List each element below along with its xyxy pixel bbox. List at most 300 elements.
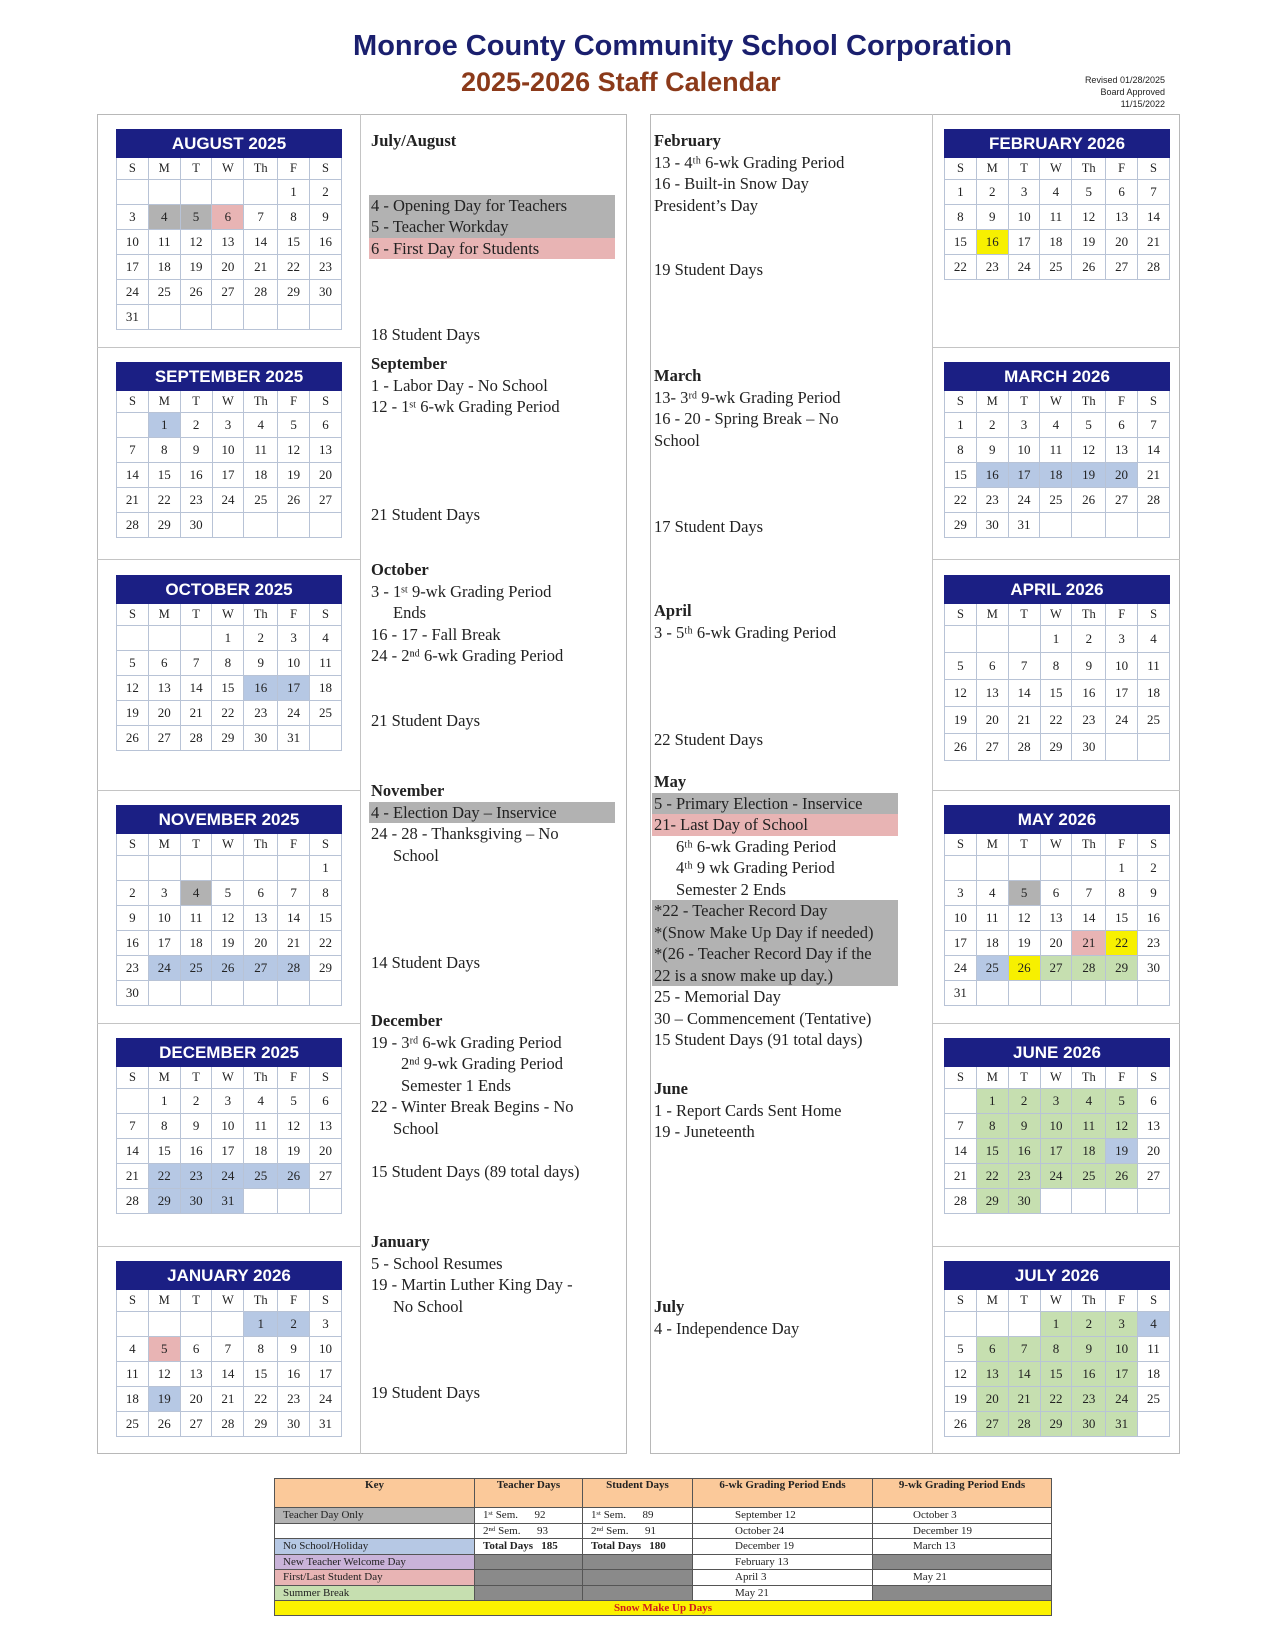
school-title: Monroe County Community School Corporation [353,30,1012,62]
note-line: 12 - 1ˢᵗ 6-wk Grading Period [371,397,560,416]
day-cell: 7 [117,438,149,463]
approved-date: 11/15/2022 [1120,99,1165,109]
note-line: Semester 1 Ends [401,1075,511,1095]
month-name: NOVEMBER 2025 [117,806,342,834]
weekday-label: M [976,834,1008,856]
weekday-label: S [310,391,342,413]
weekday-label: T [180,604,212,626]
day-cell: 29 [310,956,342,981]
day-cell: 16 [976,463,1008,488]
day-cell: 9 [117,906,149,931]
key-value [583,1585,693,1601]
day-cell: 28 [180,726,212,751]
weekday-label: S [1138,1067,1170,1089]
day-cell: 15 [148,463,180,488]
key-row [275,1554,1052,1570]
day-cell: 25 [1040,255,1072,280]
month-name: DECEMBER 2025 [117,1039,342,1067]
weekday-label: S [309,604,341,626]
day-cell: 16 [1138,906,1170,931]
day-cell: 1 [148,413,180,438]
day-cell: 16 [244,676,278,701]
weekday-label: S [117,158,149,180]
note-line: 19 - Martin Luther King Day - [371,1275,573,1294]
day-cell: 15 [976,1139,1008,1164]
day-cell: 12 [278,1114,310,1139]
key-value: December 19 [693,1539,873,1555]
day-cell: 3 [945,881,977,906]
day-cell: 22 [1040,707,1072,734]
day-cell: 21 [945,1164,977,1189]
weekday-label: W [212,604,244,626]
day-cell: 20 [244,931,278,956]
day-cell: 29 [976,1189,1008,1214]
day-cell: 14 [1072,906,1106,931]
note-line: 4 - Election Day – Inservice [369,802,615,824]
day-cell: 20 [976,707,1008,734]
month-heading: January [371,1232,430,1251]
key-value [583,1570,693,1586]
day-cell: 5 [1106,1089,1138,1114]
day-cell: 17 [212,463,244,488]
day-cell: 11 [309,651,341,676]
day-cell: 28 [117,1189,149,1214]
day-cell: 1 [244,1312,278,1337]
weekday-label: S [117,1067,149,1089]
month-name: JANUARY 2026 [117,1262,342,1290]
day-cell: 8 [976,1114,1008,1139]
note-line: *(Snow Make Up Day if needed) [652,922,898,944]
month-name: OCTOBER 2025 [117,576,342,604]
weekday-label: W [1040,604,1072,626]
note-line: 18 Student Days [371,324,481,344]
day-cell: 25 [976,956,1008,981]
day-cell: 6 [310,413,342,438]
weekday-label: Th [1072,834,1106,856]
day-cell: 26 [1106,1164,1138,1189]
day-cell: 28 [945,1189,977,1214]
notes-left_notes-5 [369,1231,615,1403]
note-line: School [393,845,439,865]
day-cell: 19 [278,463,310,488]
day-cell: 8 [148,438,180,463]
day-cell: 8 [945,205,977,230]
day-cell: 23 [244,701,278,726]
day-cell: 3 [212,413,244,438]
notes-left_notes-4 [369,1010,615,1182]
note-line: 2ⁿᵈ 9-wk Grading Period [401,1054,564,1073]
day-cell: 14 [117,463,149,488]
weekday-label: S [310,1290,342,1312]
weekday-label: Th [1072,158,1106,180]
day-cell: 14 [180,676,212,701]
day-cell: 20 [212,255,244,280]
day-cell: 14 [1008,1362,1040,1387]
day-cell: 28 [1137,488,1169,513]
month-cell-border [932,348,1180,560]
day-cell: 7 [117,1114,149,1139]
note-line [369,152,615,174]
key-label: Summer Break [275,1585,475,1601]
day-cell: 6 [1106,180,1138,205]
note-line: *22 - Teacher Record Day [652,900,898,922]
day-cell: 12 [1072,205,1106,230]
note-line: 22 is a snow make up day.) [652,965,898,987]
month-cell-border [932,1024,1180,1247]
day-cell: 3 [310,1312,342,1337]
day-cell: 7 [1008,1337,1040,1362]
day-cell: 24 [278,701,310,726]
day-cell: 22 [945,255,977,280]
day-cell: 10 [1040,1114,1072,1139]
day-cell: 6 [976,653,1008,680]
day-cell: 17 [212,1139,244,1164]
note-line: 19 Student Days [371,1382,481,1402]
day-cell: 14 [117,1139,149,1164]
day-cell: 11 [244,1114,278,1139]
month-name: MARCH 2026 [945,363,1170,391]
day-cell: 21 [1008,1387,1040,1412]
day-cell: 13 [1106,205,1138,230]
day-cell: 13 [244,906,278,931]
day-cell: 11 [1040,438,1072,463]
day-cell: 22 [148,488,180,513]
day-cell: 4 [309,626,341,651]
note-line [652,238,898,260]
day-cell: 9 [244,651,278,676]
day-cell: 24 [1008,488,1040,513]
note-line [652,665,898,687]
day-cell: 17 [310,1362,342,1387]
day-cell: 18 [148,255,180,280]
weekday-label: S [945,1067,977,1089]
note-line [369,866,615,888]
day-cell: 25 [244,1164,278,1189]
day-cell: 9 [1072,1337,1106,1362]
day-cell: 31 [212,1189,244,1214]
weekday-label: W [1040,158,1072,180]
day-cell: 16 [1072,680,1106,707]
note-line [369,909,615,931]
note-line [652,494,898,516]
day-cell: 3 [1106,626,1138,653]
day-cell: 30 [1072,1412,1106,1437]
key-value: October 24 [693,1523,873,1539]
note-line [369,1339,615,1361]
weekday-label: Th [244,391,278,413]
day-cell: 23 [117,956,149,981]
weekday-label: M [976,158,1008,180]
key-value: October 3 [873,1508,1052,1524]
note-line: 21- Last Day of School [652,814,898,836]
key-label: New Teacher Welcome Day [275,1554,475,1570]
day-cell: 8 [945,438,977,463]
weekday-label: S [1137,391,1169,413]
note-line [369,259,615,281]
weekday-label: M [976,604,1008,626]
weekday-label: F [278,391,310,413]
day-cell: 7 [244,205,278,230]
day-cell: 26 [278,1164,310,1189]
day-cell: 25 [244,488,278,513]
day-cell: 24 [1040,1164,1072,1189]
notes-left_notes-0 [369,130,615,345]
month-name: SEPTEMBER 2025 [117,363,342,391]
day-cell: 5 [212,881,244,906]
note-line: 4ᵗʰ 9 wk Grading Period [676,858,835,877]
teacher-days-header: Teacher Days [475,1479,583,1508]
key-value: April 3 [693,1570,873,1586]
day-cell: 3 [117,205,149,230]
weekday-label: W [1040,834,1072,856]
day-cell: 8 [310,881,342,906]
weekday-label: T [180,834,212,856]
day-cell: 24 [1106,707,1138,734]
day-cell: 30 [244,726,278,751]
calendar-title: 2025-2026 Staff Calendar [461,67,781,97]
day-cell: 9 [976,205,1008,230]
key-value [475,1570,583,1586]
day-cell: 30 [1138,956,1170,981]
day-cell: 10 [310,1337,342,1362]
day-cell: 20 [1040,931,1072,956]
day-cell: 22 [244,1387,278,1412]
day-cell: 8 [1106,881,1138,906]
note-line [652,708,898,730]
note-line: 17 Student Days [654,516,764,536]
note-line [369,482,615,504]
day-cell: 26 [1008,956,1040,981]
day-cell: 11 [1138,653,1170,680]
weekday-label: F [1106,604,1138,626]
weekday-label: W [212,391,244,413]
day-cell: 24 [1008,255,1040,280]
note-line [369,302,615,324]
key-value: May 21 [873,1570,1052,1586]
day-cell: 2 [976,413,1008,438]
day-cell: 19 [1106,1139,1138,1164]
day-cell: 12 [180,230,212,255]
note-line: 4 - Opening Day for Teachers [369,195,615,217]
note-line: 1 - Report Cards Sent Home [654,1100,842,1120]
day-cell: 25 [117,1412,149,1437]
day-cell: 29 [1040,734,1072,761]
note-line [369,281,615,303]
day-cell: 17 [278,676,310,701]
key-value: 2ⁿᵈ Sem. 93 [475,1523,583,1539]
weekday-label: S [1137,158,1169,180]
day-cell: 17 [1008,463,1040,488]
weekday-label: W [1040,1067,1072,1089]
day-cell: 10 [117,230,149,255]
day-cell: 13 [310,438,342,463]
day-cell: 30 [1072,734,1106,761]
day-cell: 19 [1008,931,1040,956]
weekday-label: S [1138,604,1170,626]
day-cell: 28 [278,956,310,981]
day-cell: 25 [1040,488,1072,513]
day-cell: 14 [1137,205,1169,230]
weekday-label: W [1040,391,1072,413]
weekday-label: S [309,158,341,180]
month-name: FEBRUARY 2026 [945,130,1170,158]
note-line: 15 Student Days (91 total days) [654,1030,863,1049]
note-line: 6 - First Day for Students [369,238,615,260]
day-cell: 15 [1106,906,1138,931]
day-cell: 8 [212,651,244,676]
day-cell: 21 [117,488,149,513]
day-cell: 10 [1008,438,1040,463]
day-cell: 2 [180,1089,212,1114]
month-heading: April [654,601,692,620]
day-cell: 21 [117,1164,149,1189]
month-cell-border [97,114,361,348]
key-value: Total Days 185 [475,1539,583,1555]
day-cell: 27 [148,726,180,751]
day-cell: 13 [976,1362,1008,1387]
weekday-label: M [976,1067,1008,1089]
month-heading: May [654,772,687,791]
day-cell: 21 [278,931,310,956]
day-cell: 24 [945,956,977,981]
notes-left_notes-2 [369,559,615,731]
day-cell: 4 [1040,413,1072,438]
day-cell: 25 [309,701,341,726]
day-cell: 2 [278,1312,310,1337]
day-cell: 22 [1106,931,1138,956]
day-cell: 18 [1040,463,1072,488]
day-cell: 21 [244,255,278,280]
note-line [369,1317,615,1339]
day-cell: 17 [1106,1362,1138,1387]
key-value: Total Days 180 [583,1539,693,1555]
student-days-header: Student Days [583,1479,693,1508]
note-line: 13 - 4ᵗʰ 6-wk Grading Period [654,152,845,172]
note-line: 24 - 28 - Thanksgiving – No [371,824,559,843]
day-cell: 18 [1040,230,1072,255]
note-line: 5 - Primary Election - Inservice [652,793,898,815]
day-cell: 4 [180,881,212,906]
note-line: 15 Student Days (89 total days) [371,1161,580,1181]
day-cell: 19 [148,1387,180,1412]
month-cell-border [97,348,361,560]
key-footer-row [275,1601,1052,1616]
day-cell: 9 [976,438,1008,463]
key-row [275,1508,1052,1524]
note-line: 1 - Labor Day - No School [371,375,548,395]
day-cell: 23 [1072,707,1106,734]
month-name: MAY 2026 [945,806,1170,834]
note-line: No School [393,1296,464,1316]
nine-week-header: 9-wk Grading Period Ends [873,1479,1052,1508]
note-line: 4 - Independence Day [654,1318,800,1338]
weekday-label: M [148,604,180,626]
day-cell: 7 [945,1114,977,1139]
day-cell: 24 [1106,1387,1138,1412]
day-cell: 10 [1106,653,1138,680]
day-cell: 6 [1138,1089,1170,1114]
day-cell: 15 [212,676,244,701]
weekday-label: M [148,391,180,413]
day-cell: 30 [278,1412,310,1437]
day-cell: 19 [945,1387,977,1412]
weekday-label: F [1106,834,1138,856]
weekday-label: F [278,158,310,180]
note-line [652,643,898,665]
day-cell: 15 [278,230,310,255]
day-cell: 16 [180,1139,212,1164]
day-cell: 12 [117,676,149,701]
weekday-label: Th [1072,1067,1106,1089]
day-cell: 17 [117,255,149,280]
note-line: 19 - 3ʳᵈ 6-wk Grading Period [371,1032,562,1052]
day-cell: 1 [148,1089,180,1114]
day-cell: 27 [976,1412,1008,1437]
day-cell: 16 [180,463,212,488]
day-cell: 28 [1137,255,1169,280]
day-cell: 7 [180,651,212,676]
weekday-label: M [148,834,180,856]
weekday-label: T [1008,604,1040,626]
day-cell: 23 [976,255,1008,280]
snow-makeup-label: Snow Make Up Days [275,1601,1052,1616]
day-cell: 9 [1072,653,1106,680]
day-cell: 29 [148,513,180,538]
day-cell: 20 [976,1387,1008,1412]
day-cell: 5 [1008,881,1040,906]
day-cell: 22 [310,931,342,956]
key-value: 2ⁿᵈ Sem. 91 [583,1523,693,1539]
month-heading: September [371,354,448,373]
day-cell: 15 [945,463,977,488]
note-line [369,1139,615,1161]
day-cell: 21 [1008,707,1040,734]
note-line: 3 - 1ˢᵗ 9-wk Grading Period [371,581,552,601]
day-cell: 22 [976,1164,1008,1189]
note-line: 19 Student Days [654,260,764,279]
day-cell: 19 [180,255,212,280]
day-cell: 13 [1106,438,1138,463]
day-cell: 18 [976,931,1008,956]
day-cell: 29 [1106,956,1138,981]
key-row [275,1570,1052,1586]
day-cell: 27 [1106,488,1138,513]
day-cell: 5 [148,1337,180,1362]
note-line [369,418,615,440]
day-cell: 29 [244,1412,278,1437]
day-cell: 12 [1106,1114,1138,1139]
day-cell: 9 [278,1337,310,1362]
day-cell: 1 [212,626,244,651]
weekday-label: F [1106,391,1138,413]
day-cell: 11 [1072,1114,1106,1139]
day-cell: 31 [310,1412,342,1437]
day-cell: 5 [1072,413,1106,438]
day-cell: 16 [117,931,149,956]
day-cell: 23 [976,488,1008,513]
note-line: 16 - 17 - Fall Break [371,624,501,644]
day-cell: 8 [148,1114,180,1139]
day-cell: 5 [117,651,149,676]
day-cell: 12 [278,438,310,463]
day-cell: 5 [278,1089,310,1114]
six-week-header: 6-wk Grading Period Ends [693,1479,873,1508]
note-line: 16 - Built-in Snow Day [654,174,809,193]
notes-right_notes-3 [652,771,898,1051]
month-heading: July/August [371,131,457,150]
day-cell: 23 [309,255,341,280]
day-cell: 3 [1008,180,1040,205]
